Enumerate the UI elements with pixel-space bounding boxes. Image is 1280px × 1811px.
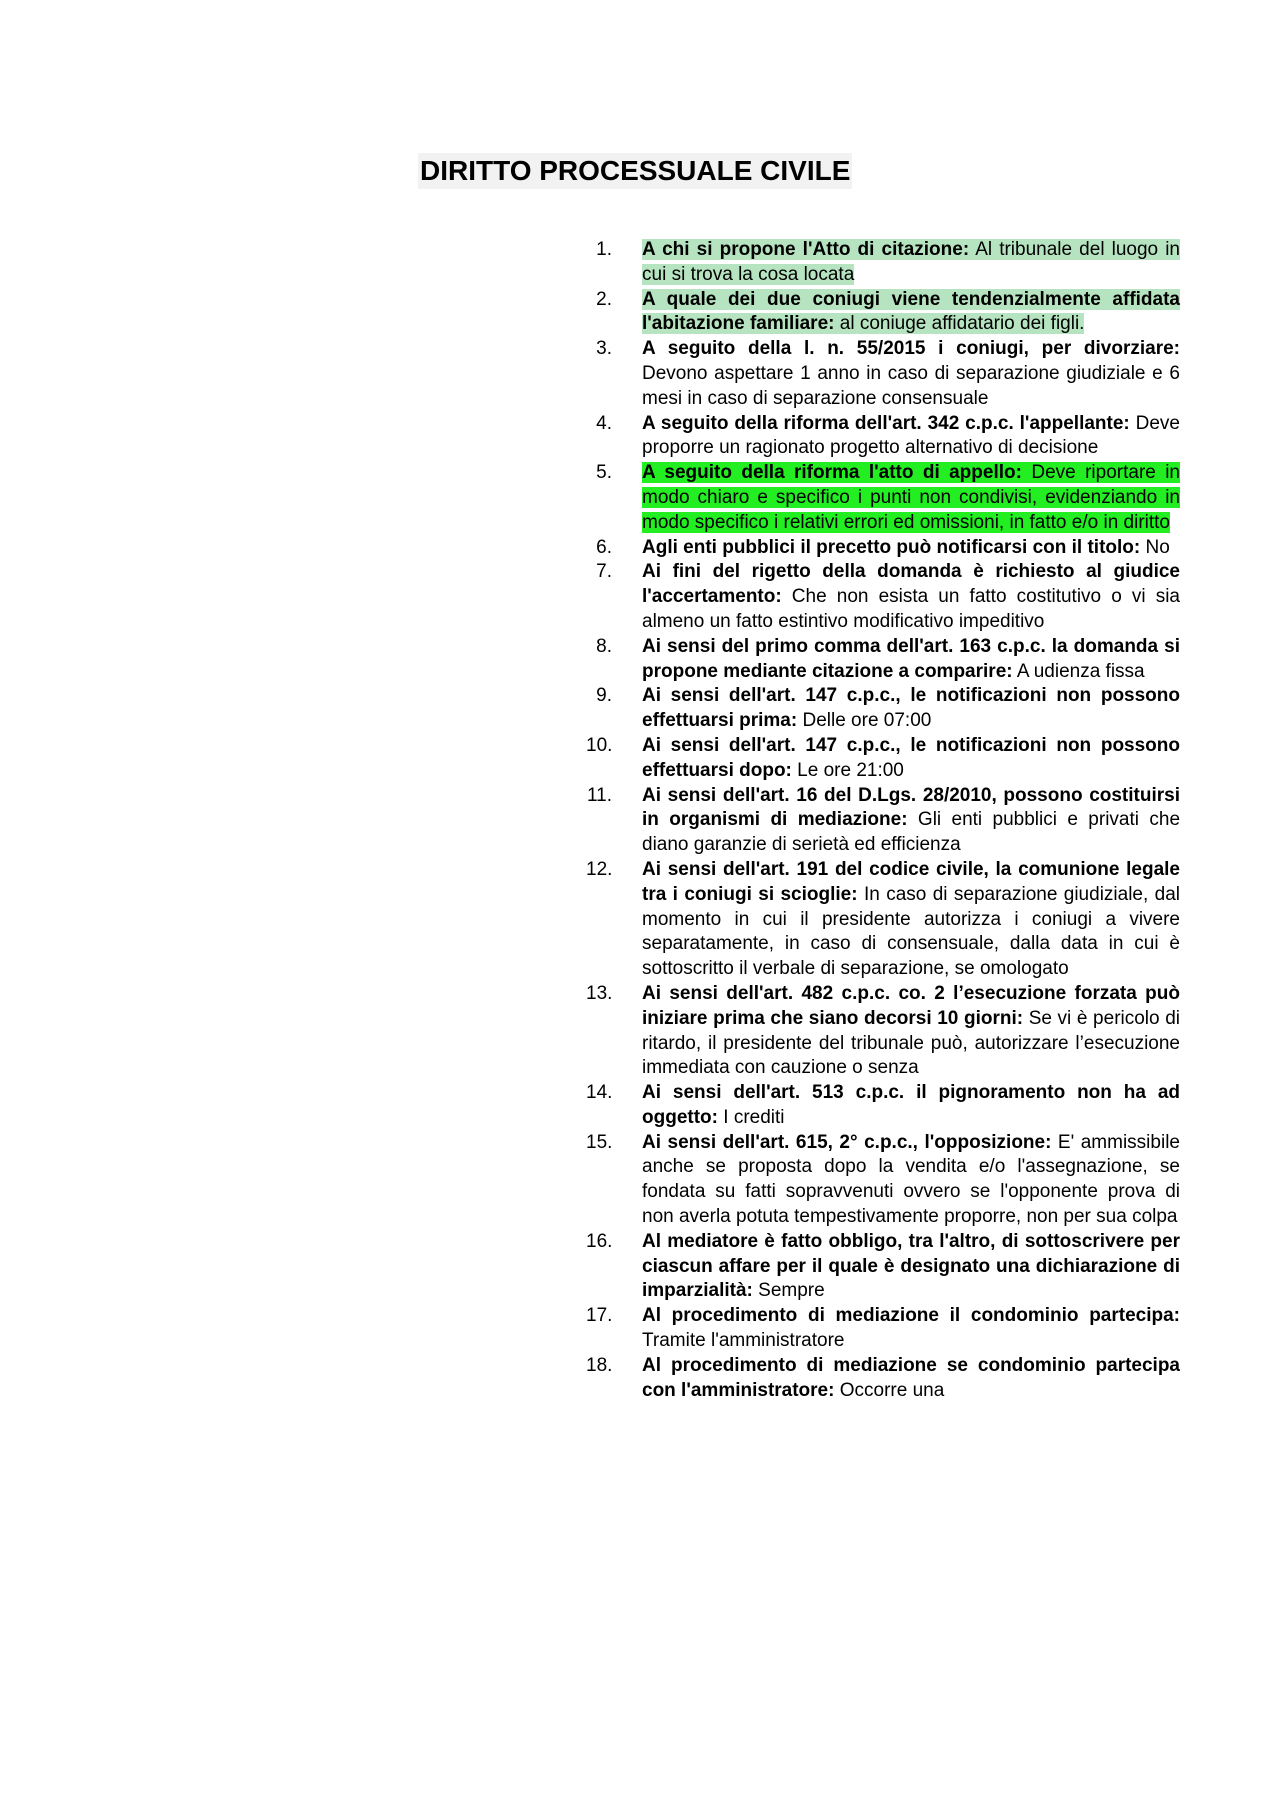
item-number: 15.	[586, 1131, 613, 1153]
item-body	[642, 238, 1180, 288]
question-text: Ai sensi dell'art. 191 del codice civile, la comunione legale tra i coniugi si scioglie:	[642, 858, 1180, 905]
answer-text: Sempre	[752, 1280, 825, 1302]
question-text: Ai sensi dell'art. 16 del D.Lgs. 28/2010, possono costituirsi in organismi di mediazione:	[642, 784, 1180, 831]
item-text	[642, 1355, 1180, 1401]
question-text: Ai fini del rigetto della domanda è richiesto al giudice l'accertamento:	[642, 561, 1180, 608]
answer-text: A udienza fissa	[1012, 660, 1145, 682]
item-text	[642, 239, 1180, 285]
question-text: Al procedimento di mediazione se condominio partecipa con l'amministratore:	[642, 1354, 1180, 1401]
item-text	[642, 1305, 1180, 1351]
question-text: A quale dei due coniugi viene tendenzialmente affidata l'abitazione familiare:	[642, 288, 1180, 335]
item-body	[642, 1354, 1180, 1404]
question-text: Ai sensi dell'art. 147 c.p.c., le notificazioni non possono effettuarsi dopo:	[642, 734, 1180, 781]
list-item	[586, 635, 1180, 685]
list-item	[586, 337, 1180, 411]
item-text	[642, 983, 1180, 1078]
item-body	[642, 1304, 1180, 1354]
answer-text: Deve riportare in modo chiaro e specifico i punti non condivisi, evidenziando in modo specifico i relativi errori ed omissioni, in fatto e/o in diritto	[642, 462, 1180, 533]
answer-text: E' ammissibile anche se proposta dopo la vendita e/o l'assegnazione, se fondata su fatti sopravvenuti ovvero se l'opponente prova di non averla potuta tempestivamente proporre, non per sua colpa	[642, 1131, 1180, 1228]
item-body	[642, 288, 1180, 338]
item-body	[642, 784, 1180, 858]
item-text	[642, 1231, 1180, 1302]
answer-text: al coniuge affidatario dei figli.	[834, 313, 1085, 335]
item-body	[642, 1230, 1180, 1304]
item-number: 3.	[596, 338, 612, 360]
list-item	[586, 238, 1180, 288]
item-text	[642, 685, 1180, 731]
question-text: A chi si propone l'Atto di citazione:	[642, 239, 970, 260]
list-item	[586, 1304, 1180, 1354]
item-text	[642, 462, 1180, 533]
item-text	[642, 289, 1180, 335]
question-text: Ai sensi dell'art. 615, 2° c.p.c., l'opposizione:	[642, 1131, 1052, 1153]
item-number: 16.	[586, 1230, 613, 1252]
list-item	[586, 684, 1180, 734]
item-number: 7.	[596, 561, 612, 583]
item-text	[642, 1132, 1180, 1227]
list-item	[586, 412, 1180, 462]
item-number: 13.	[586, 982, 613, 1004]
item-number: 2.	[596, 288, 612, 310]
answer-text: In caso di separazione giudiziale, dal momento in cui il presidente autorizza i coniugi a vivere separatamente, in caso di consensuale, dalla data in cui è sottoscritto il verbale di separazione, se omologato	[642, 883, 1181, 980]
list-item	[586, 461, 1180, 535]
answer-text: Gli enti pubblici e privati che diano garanzie di serietà ed efficienza	[642, 809, 1181, 856]
list-item	[586, 734, 1180, 784]
list-item	[586, 1230, 1180, 1304]
question-list	[586, 238, 1180, 1403]
item-number: 11.	[586, 784, 612, 806]
document-title: DIRITTO PROCESSUALE CIVILE	[418, 153, 852, 189]
item-number: 4.	[596, 412, 612, 434]
answer-text: Tramite l'amministratore	[642, 1330, 845, 1352]
answer-text: Che non esista un fatto costitutivo o vi sia almeno un fatto estintivo modificativo impeditivo	[642, 586, 1180, 632]
list-item	[586, 1131, 1180, 1230]
answer-text: Delle ore 07:00	[797, 710, 932, 732]
item-body	[642, 412, 1180, 462]
item-number: 5.	[596, 462, 612, 484]
item-number: 6.	[596, 536, 612, 558]
item-text	[642, 561, 1180, 632]
question-text: Al procedimento di mediazione il condominio partecipa:	[642, 1305, 1180, 1327]
item-body	[642, 1081, 1180, 1131]
item-text	[642, 735, 1180, 781]
item-body	[642, 684, 1180, 734]
item-text	[642, 1082, 1180, 1128]
answer-text: Al tribunale del luogo in cui si trova la cosa locata	[642, 239, 1181, 285]
item-number: 10.	[586, 734, 613, 756]
question-text: A seguito della riforma dell'art. 342 c.p.c. l'appellante:	[642, 412, 1130, 434]
list-item	[586, 858, 1180, 982]
question-text: A seguito della l. n. 55/2015 i coniugi, per divorziare:	[642, 338, 1180, 360]
question-text: Ai sensi dell'art. 482 c.p.c. co. 2 l’esecuzione forzata può iniziare prima che siano decorsi 10 giorni:	[642, 982, 1180, 1029]
list-item	[586, 560, 1180, 634]
item-number: 18.	[586, 1354, 613, 1376]
question-text: Al mediatore è fatto obbligo, tra l'altro, di sottoscrivere per ciascun affare per il quale è designato una dichiarazione di imparzialità:	[642, 1230, 1180, 1302]
item-body	[642, 337, 1180, 411]
item-number: 9.	[596, 685, 612, 707]
question-text: Ai sensi dell'art. 513 c.p.c. il pignoramento non ha ad oggetto:	[642, 1082, 1180, 1128]
item-body	[642, 858, 1180, 982]
question-text: A seguito della riforma l'atto di appello:	[642, 462, 1022, 484]
answer-text: Deve proporre un ragionato progetto alternativo di decisione	[642, 412, 1180, 459]
answer-text: No	[1140, 536, 1170, 558]
question-text: Ai sensi del primo comma dell'art. 163 c.p.c. la domanda si propone mediante citazione a comparire:	[642, 635, 1180, 682]
item-text	[642, 338, 1180, 409]
item-text	[642, 636, 1180, 682]
answer-text: Devono aspettare 1 anno in caso di separazione giudiziale e 6 mesi in caso di separazione consensuale	[642, 362, 1180, 409]
item-body	[642, 635, 1180, 685]
list-item	[586, 536, 1180, 561]
answer-text: Le ore 21:00	[791, 759, 904, 781]
item-number: 1.	[596, 239, 612, 260]
question-text: Ai sensi dell'art. 147 c.p.c., le notificazioni non possono effettuarsi prima:	[642, 685, 1180, 732]
list-item	[586, 982, 1180, 1081]
item-number: 12.	[586, 858, 613, 880]
item-body	[642, 560, 1180, 634]
answer-text: Occorre una	[834, 1379, 945, 1401]
list-item	[586, 784, 1180, 858]
item-text	[642, 413, 1180, 459]
question-text: Agli enti pubblici il precetto può notificarsi con il titolo:	[642, 536, 1141, 558]
answer-text: Se vi è pericolo di ritardo, il presidente del tribunale può, autorizzare l’esecuzione immediata con cauzione o senza	[642, 1007, 1180, 1079]
item-number: 17.	[586, 1305, 613, 1327]
item-body	[642, 734, 1180, 784]
item-body	[642, 461, 1180, 535]
item-text	[642, 859, 1180, 979]
answer-text: I crediti	[717, 1106, 785, 1128]
list-item	[586, 1354, 1180, 1404]
item-number: 14.	[586, 1082, 613, 1104]
item-body	[642, 1131, 1180, 1230]
item-body	[642, 536, 1180, 561]
item-text	[642, 537, 1170, 558]
item-text	[642, 785, 1180, 856]
item-number: 8.	[596, 635, 612, 657]
list-item	[586, 1081, 1180, 1131]
item-body	[642, 982, 1180, 1081]
list-item	[586, 288, 1180, 338]
